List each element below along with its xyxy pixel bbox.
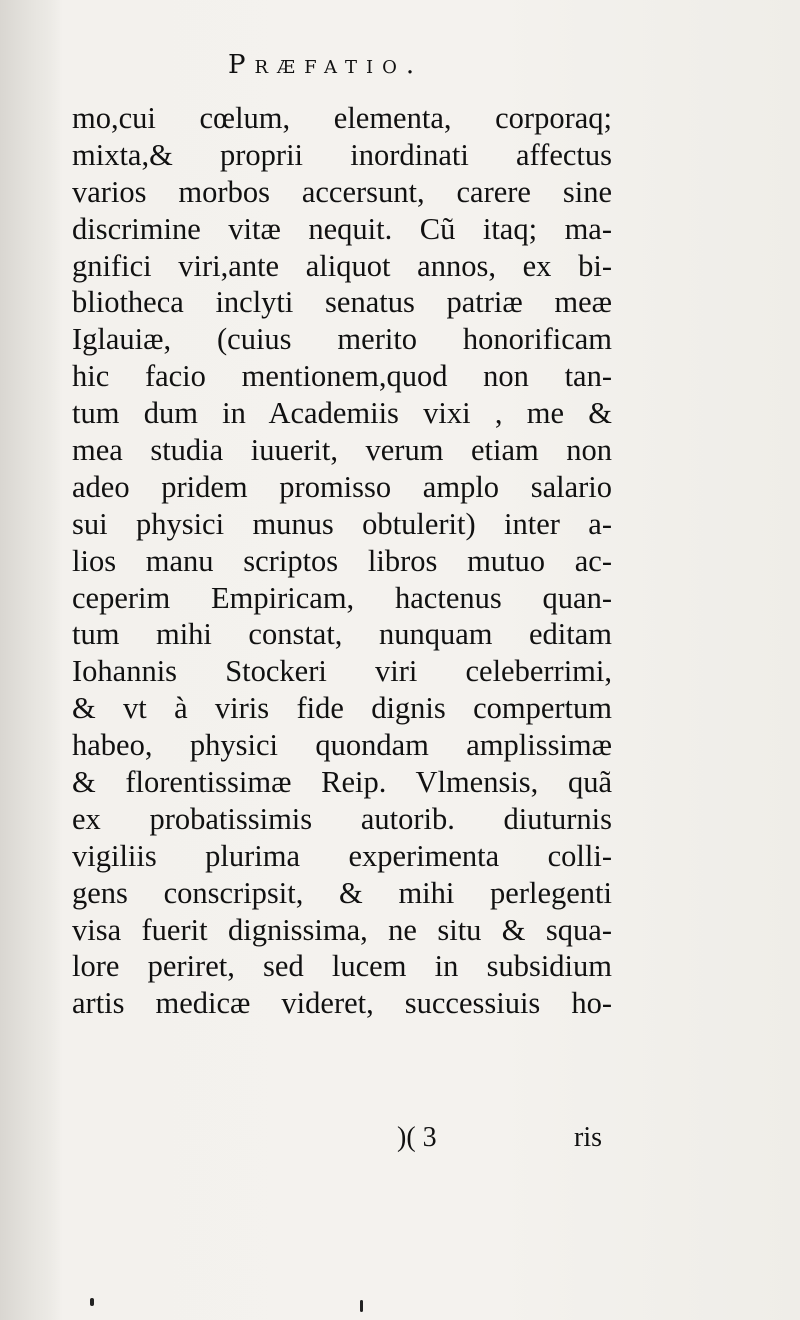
text-line: & vt à viris fide dignis compertum (72, 691, 612, 726)
text-line: habeo, physici quondam amplissimæ (72, 728, 612, 763)
text-line: varios morbos accersunt, carere sine (72, 174, 612, 209)
page-footer (72, 1118, 602, 1158)
ink-speck (360, 1300, 363, 1312)
text-line: Iohannis Stockeri viri celeberrimi, (72, 654, 612, 689)
text-line: mea studia iuuerit, verum etiam non (72, 433, 612, 468)
text-line: vigiliis plurima experimenta colli- (72, 838, 612, 873)
text-line: lios manu scriptos libros mutuo ac- (72, 543, 612, 578)
text-line: artis medicæ videret, successiuis ho- (72, 986, 612, 1021)
text-line: ceperim Empiricam, hactenus quan- (72, 580, 612, 615)
text-line: discrimine vitæ nequit. Cũ itaq; ma- (72, 211, 612, 246)
text-line: ex probatissimis autorib. diuturnis (72, 801, 612, 836)
running-head: Præfatio. (228, 50, 424, 80)
text-line: hic facio mentionem,quod non tan- (72, 359, 612, 394)
text-line: tum dum in Academiis vixi , me & (72, 396, 612, 431)
catchword: ris (574, 1122, 602, 1153)
text-line: lore periret, sed lucem in subsidium (72, 949, 612, 984)
text-line: gens conscripsit, & mihi perlegenti (72, 875, 612, 910)
text-line: & florentissimæ Reip. Vlmensis, quã (72, 765, 612, 800)
signature-mark: )( 3 (397, 1122, 437, 1153)
text-line: gnifici viri,ante aliquot annos, ex bi- (72, 248, 612, 283)
text-line: mo,cui cœlum, elementa, corporaq; (72, 101, 612, 135)
body-text (72, 100, 612, 1022)
text-line: mixta,& proprii inordinati affectus (72, 137, 612, 172)
text-line: visa fuerit dignissima, ne situ & squa- (72, 912, 612, 947)
text-line: sui physici munus obtulerit) inter a- (72, 506, 612, 541)
text-line: bliotheca inclyti senatus patriæ meæ (72, 285, 612, 320)
text-line: tum mihi constat, nunquam editam (72, 617, 612, 652)
text-line: Iglauiæ, (cuius merito honorificam (72, 322, 612, 357)
text-line: adeo pridem promisso amplo salario (72, 469, 612, 504)
ink-speck (90, 1298, 94, 1306)
page-gutter (0, 0, 62, 1320)
